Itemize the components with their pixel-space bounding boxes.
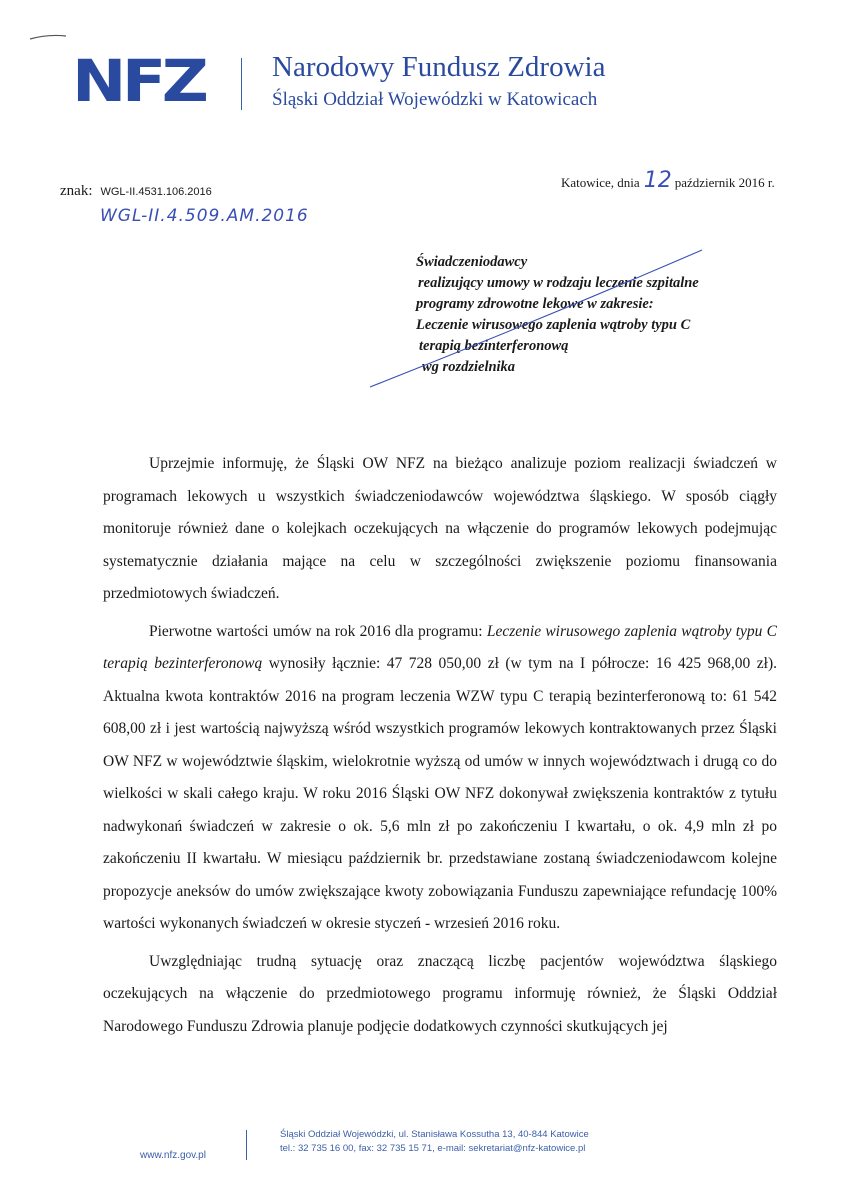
- recipient-block: [416, 252, 699, 378]
- footer-website: www.nfz.gov.pl: [140, 1150, 206, 1161]
- body-paragraph-2-b: wynosiły łącznie: 47 728 050,00 zł (w tym na I półrocze: 16 425 968,00 zł). Aktualna kwota kontraktów 2016 na program leczenia WZW typu C terapią bezinterferonową to: 61 542 608,00 zł i jest wartością najwyższą wśród wszystkich programów lekowych kontraktowanych przez Śląski OW NFZ w województwie śląskim, wielokrotnie wyższą od umów w innych województwach i drugą co do wielkości w skali całego kraju. W roku 2016 Śląski OW NFZ dokonywał zwiększenia kontraktów z tytułu nadwykonań świadczeń w zakresie o ok. 5,6 mln zł po zakończeniu I kwartału, o ok. 4,9 mln zł po zakończeniu II kwartału. W miesiącu październik br. przedstawiane zostaną świadczeniodawcom kolejne propozycje aneksów do umów zwiększające kwoty zobowiązania Funduszu zapewniające refundację 100% wartości wykonanych świadczeń w okresie styczeń - wrzesień 2016 roku.: [103, 655, 778, 932]
- body-paragraph-3: Uwzględniając trudną sytuację oraz znaczącą liczbę pacjentów województwa śląskiego oczekujących na włączenie do przedmiotowego programu informuję również, że Śląski Oddział Narodowego Funduszu Zdrowia planuje podjęcie dodatkowych czynności skutkujących jej: [103, 952, 777, 1035]
- logo-text: NFZ: [72, 47, 205, 115]
- reference-block: [60, 182, 212, 200]
- org-branch: Śląski Oddział Wojewódzki w Katowicach: [272, 89, 598, 110]
- date-line: [561, 170, 775, 192]
- program-name: Leczenie wirusowego zaplenia wątroby typu C terapią bezinterferonową: [103, 622, 777, 672]
- recipient-line: realizujący umowy w rodzaju leczenie szpitalne: [418, 275, 699, 291]
- date-prefix: Katowice, dnia: [561, 175, 640, 190]
- date-suffix: październik 2016 r.: [674, 175, 775, 190]
- org-name: Narodowy Fundusz Zdrowia: [272, 51, 606, 83]
- pen-mark: [28, 30, 68, 42]
- reference-label: znak:: [60, 183, 93, 199]
- body-paragraph-2-a: Pierwotne wartości umów na rok 2016 dla programu:: [149, 622, 487, 640]
- footer-address-line-2: tel.: 32 735 16 00, fax: 32 735 15 71, e-mail: sekretariat@nfz-katowice.pl: [280, 1143, 586, 1154]
- date-day-handwritten: 12: [643, 168, 672, 193]
- footer-address: [280, 1128, 589, 1156]
- recipient-line: Świadczeniodawcy: [416, 254, 528, 270]
- body-paragraph-2: [103, 616, 777, 941]
- reference-handwritten: WGL-II.4.509.AM.2016: [100, 206, 309, 226]
- nfz-logo: [72, 47, 205, 115]
- header-divider: [241, 58, 242, 110]
- recipient-line: terapią bezinterferonową: [419, 338, 569, 354]
- footer-address-line-1: Śląski Oddział Wojewódzki, ul. Stanisława Kossutha 13, 40-844 Katowice: [280, 1129, 589, 1140]
- body-paragraph-1: Uprzejmie informuję, że Śląski OW NFZ na bieżąco analizuje poziom realizacji świadczeń w programach lekowych u wszystkich świadczeniodawców województwa śląskiego. W sposób ciągły monitoruje również dane o kolejkach oczekujących na włączenie do programów lekowych podejmując systematycznie działania mające na celu w szczególności zwiększenie poziomu finansowania przedmiotowych świadczeń.: [103, 455, 777, 602]
- recipient-line: wg rozdzielnika: [422, 359, 516, 375]
- footer-divider: [246, 1130, 247, 1160]
- recipient-line: programy zdrowotne lekowe w zakresie:: [416, 296, 654, 312]
- reference-value: WGL-II.4531.106.2016: [100, 186, 212, 198]
- letter-body: [103, 448, 777, 1048]
- recipient-line: Leczenie wirusowego zaplenia wątroby typu C: [416, 317, 691, 333]
